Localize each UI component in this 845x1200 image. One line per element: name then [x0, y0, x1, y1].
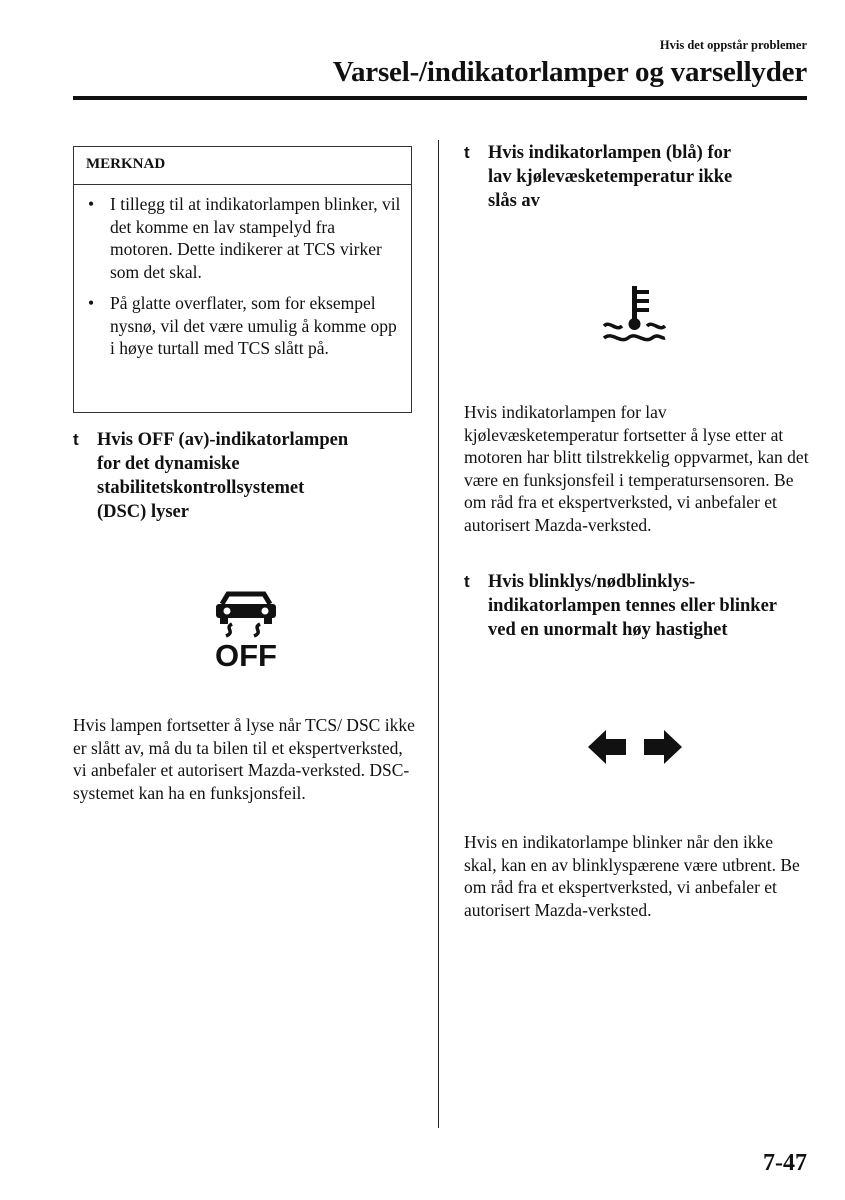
section-marker: t — [464, 143, 470, 162]
section-marker: t — [73, 430, 79, 449]
turn-signal-arrows-icon — [586, 728, 684, 771]
note-item-text: I tillegg til at indikatorlampen blinker, vil det komme en lav stampelyd fra motoren. Dette indikerer at TCS virker som det skal. — [110, 194, 401, 282]
bullet-icon: • — [88, 293, 95, 313]
heading-line: Hvis indikatorlampen (blå) for — [488, 143, 732, 163]
turn-signal-arrows-graphic — [586, 728, 684, 766]
off-label: OFF — [215, 638, 277, 670]
page-title: Varsel-/indikatorlamper og varsellyder — [332, 56, 807, 88]
coolant-heading — [464, 141, 809, 213]
heading-line: Hvis blinklys/nødblinklys- — [488, 572, 696, 592]
note-item — [88, 193, 401, 283]
heading-line: Hvis OFF (av)-indikatorlampen — [97, 430, 349, 450]
turn-signal-heading — [464, 570, 814, 642]
heading-line: for det dynamiske — [97, 454, 240, 474]
header-rule — [73, 96, 807, 100]
bullet-icon: • — [88, 194, 95, 214]
note-item — [88, 292, 401, 360]
section-kicker: Hvis det oppstår problemer — [659, 38, 807, 52]
coolant-temperature-icon — [598, 284, 670, 351]
coolant-temperature-icon-graphic — [598, 284, 670, 346]
heading-line: (DSC) lyser — [97, 502, 189, 522]
heading-line: lav kjølevæsketemperatur ikke — [488, 167, 733, 187]
heading-line: indikatorlampen tennes eller blinker — [488, 596, 777, 616]
dsc-off-icon — [200, 590, 292, 675]
turn-signal-body: Hvis en indikatorlampe blinker når den ikke skal, kan en av blinklyspærene være utbrent. Be om råd fra et ekspertverksted, vi anbefaler et autorisert Mazda-verksted. — [464, 832, 800, 920]
section-marker: t — [464, 572, 470, 591]
dsc-off-body: Hvis lampen fortsetter å lyse når TCS/ DSC ikke er slått av, må du ta bilen til et ekspertverksted, vi anbefaler et autorisert Mazda-verksted. DSC-systemet kan ha en funksjonsfeil. — [73, 715, 415, 803]
right-arrow-icon — [644, 730, 682, 764]
note-item-text: På glatte overflater, som for eksempel nysnø, vil det være umulig å komme opp i høye turtall med TCS slått på. — [110, 293, 397, 358]
note-list — [74, 185, 411, 360]
heading-line: stabilitetskontrollsystemet — [97, 478, 305, 498]
dsc-off-heading — [73, 428, 418, 524]
note-box — [73, 146, 412, 413]
column-divider — [438, 140, 439, 1128]
dsc-off-icon-graphic — [200, 590, 292, 670]
note-title: MERKNAD — [74, 147, 411, 185]
coolant-body: Hvis indikatorlampen for lav kjølevæsketemperatur fortsetter å lyse etter at motoren har blitt tilstrekkelig oppvarmet, kan det være en funksjonsfeil i temperatursensoren. Be om råd fra et ekspertverksted, vi anbefaler et autorisert Mazda-verksted. — [464, 402, 809, 535]
page-number: 7-47 — [763, 1150, 807, 1176]
left-arrow-icon — [588, 730, 626, 764]
heading-line: ved en unormalt høy hastighet — [488, 620, 728, 640]
heading-line: slås av — [488, 191, 540, 211]
